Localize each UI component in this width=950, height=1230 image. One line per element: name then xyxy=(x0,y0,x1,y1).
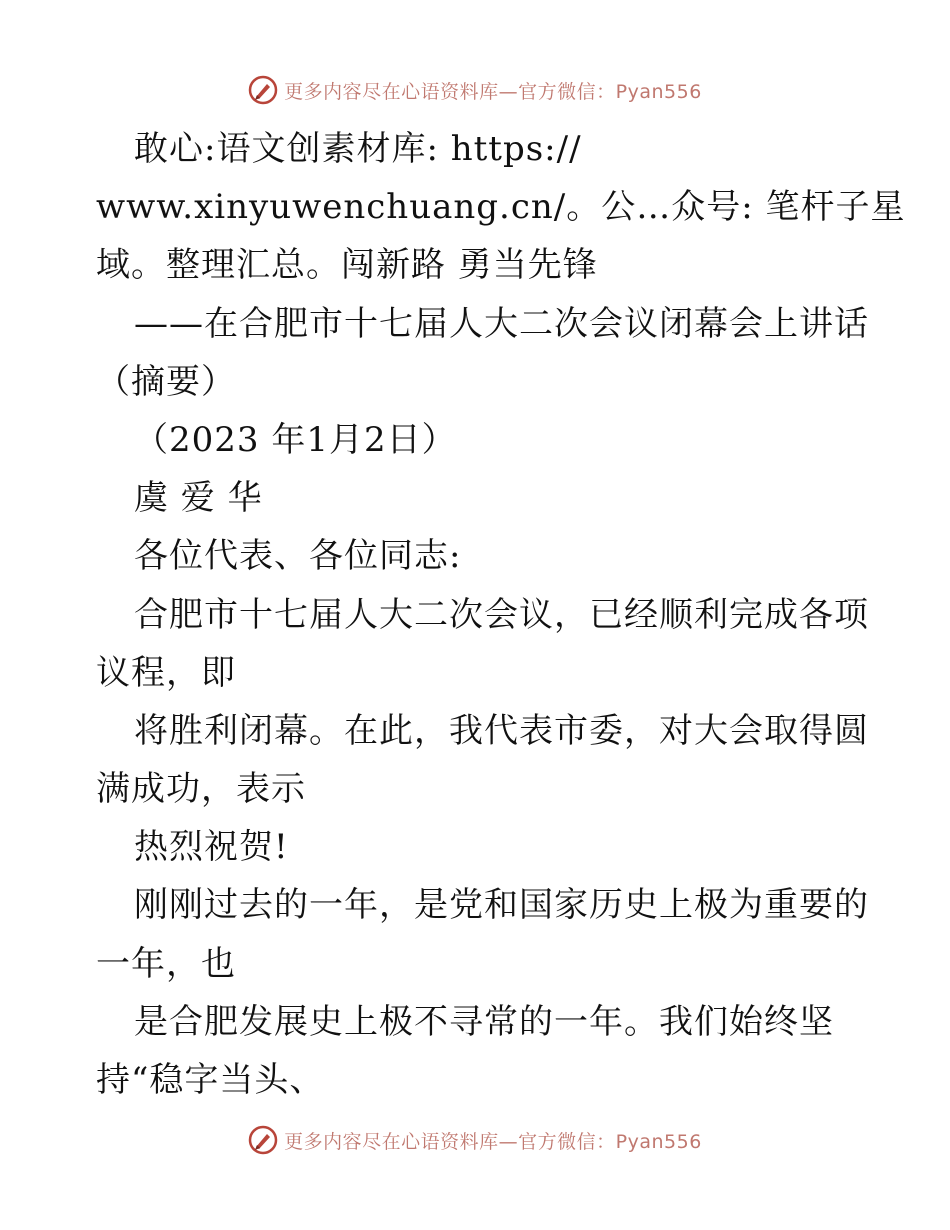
header-banner xyxy=(0,70,950,110)
document-body xyxy=(96,120,906,1109)
paragraph-line: 热烈祝贺! xyxy=(134,827,289,868)
author-line: 虞 爱 华 xyxy=(134,478,263,519)
paragraph-line: 持“稳字当头、 xyxy=(96,1060,325,1100)
paragraph-line: 将胜利闭幕。在此，我代表市委，对大会取得圆 xyxy=(134,710,869,751)
salutation-line: 各位代表、各位同志: xyxy=(134,536,462,577)
paragraph-line: 是合肥发展史上极不寻常的一年。我们始终坚 xyxy=(134,1001,834,1042)
paragraph-line: 一年，也 xyxy=(96,943,236,984)
paragraph-line: 议程，即 xyxy=(96,652,236,693)
text-line: 域。整理汇总。闯新路 勇当先锋 xyxy=(96,245,598,286)
paragraph-line: 刚刚过去的一年，是党和国家历史上极为重要的 xyxy=(134,885,869,926)
banner-text: 更多内容尽在心语资料库—官方微信：Pyan556 xyxy=(284,80,702,103)
subtitle-line: ——在合肥市十七届人大二次会议闭幕会上讲话 xyxy=(134,303,869,344)
text-line: （摘要） xyxy=(96,361,236,402)
text-line: 敢心:语文创素材库: https:// xyxy=(134,129,582,169)
pen-logo-icon xyxy=(248,75,278,105)
text-line: www.xinyuwenchuang.cn/。公…众号: 笔杆子星 xyxy=(96,187,906,228)
date-line: （2023 年1月2日） xyxy=(134,419,457,460)
pen-logo-icon xyxy=(248,1125,278,1155)
paragraph-line: 满成功，表示 xyxy=(96,769,306,810)
banner-text: 更多内容尽在心语资料库—官方微信：Pyan556 xyxy=(284,1130,702,1153)
paragraph-line: 合肥市十七届人大二次会议，已经顺利完成各项 xyxy=(134,594,869,635)
footer-banner xyxy=(0,1120,950,1160)
